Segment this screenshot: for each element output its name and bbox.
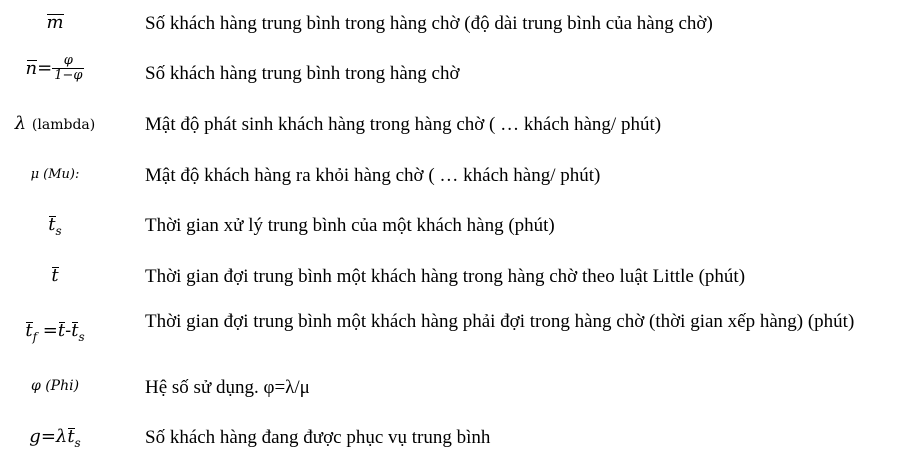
description-average-customers: Số khách hàng trung bình trong hàng chờ bbox=[145, 63, 460, 84]
description-average-queue-length: Số khách hàng trung bình trong hàng chờ (độ dài trung bình của hàng chờ) bbox=[145, 13, 713, 34]
description-average-processing-time: Thời gian xử lý trung bình của một khách hàng (phút) bbox=[145, 215, 555, 236]
symbol-t-f-formula: $t_f =t-t_s$ bbox=[25, 320, 85, 344]
symbol-g-formula: $g=\lambda t_s$ bbox=[29, 426, 81, 450]
symbol-phi: φ (Phi) bbox=[30, 378, 80, 394]
fraction: $\frac{\varphi}{1-\varphi}$ bbox=[54, 53, 83, 83]
symbol-n-bar-formula: n= $\frac{\varphi}{1-\varphi}$ bbox=[25, 53, 83, 83]
description-service-rate: Mật độ khách hàng ra khỏi hàng chờ ( … khách hàng/ phút) bbox=[145, 165, 601, 186]
description-queue-wait-time: Thời gian đợi trung bình một khách hàng phải đợi trong hàng chờ (thời gian xếp hàng) (phút) bbox=[145, 311, 855, 332]
symbol-t-bar-s: $t_s$ bbox=[48, 214, 62, 238]
description-customers-in-service: Số khách hàng đang được phục vụ trung bình bbox=[145, 427, 491, 448]
description-little-law-wait: Thời gian đợi trung bình một khách hàng trong hàng chờ theo luật Little (phút) bbox=[145, 266, 746, 287]
description-arrival-rate: Mật độ phát sinh khách hàng trong hàng chờ ( … khách hàng/ phút) bbox=[145, 114, 662, 135]
symbol-m-bar: m bbox=[46, 12, 64, 33]
symbol-mu: μ (Mu): bbox=[30, 167, 80, 182]
description-utilization-factor: Hệ số sử dụng. φ=λ/μ bbox=[145, 377, 310, 398]
symbol-lambda: λ (lambda) bbox=[14, 113, 96, 134]
symbol-t-bar: t bbox=[51, 265, 59, 286]
